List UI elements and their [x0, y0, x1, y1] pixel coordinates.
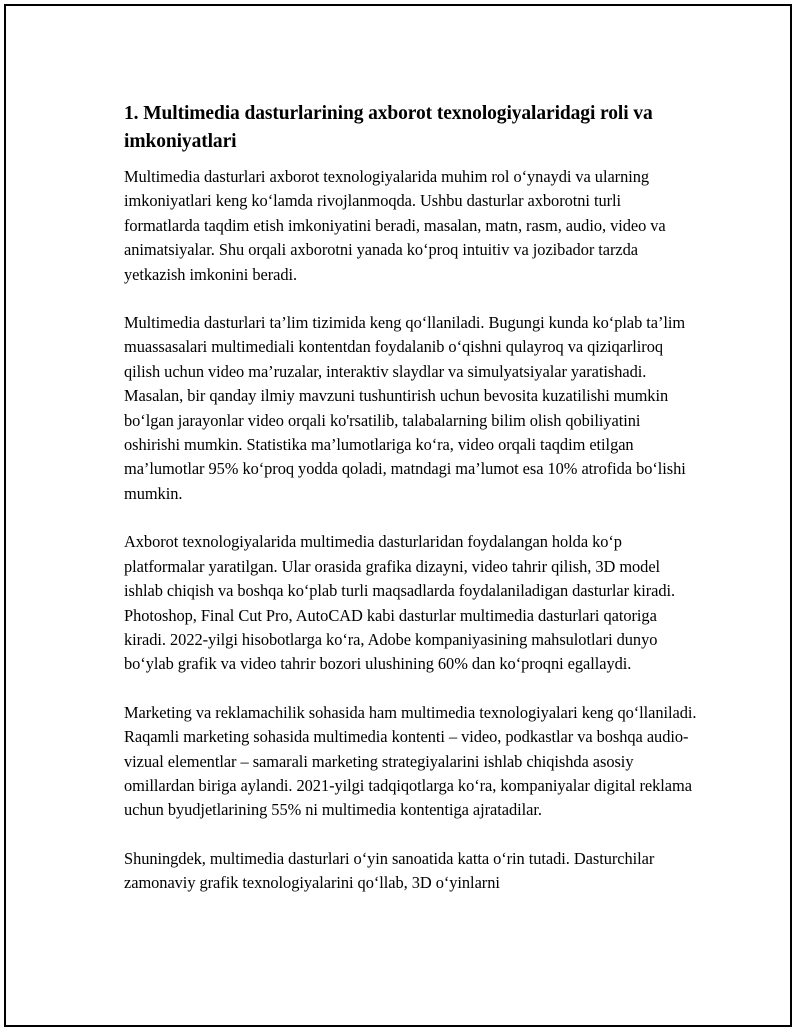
- paragraph-marketing: Marketing va reklamachilik sohasida ham multimedia texnologiyalari keng qoʻllaniladi. Raqamli marketing sohasida multimedia kontenti – video, podkastlar va boshqa audio-vizual elementlar – samarali marketing strategiyalarini ishlab chiqishda asosiy omillardan biriga aylandi. 2021-yilgi tadqiqotlarga koʻra, kompaniyalar digital reklama uchun byudjetlarining 55% ni multimedia kontentiga ajratadilar.: [124, 702, 697, 820]
- document-body: [124, 100, 699, 920]
- paragraph-education: Multimedia dasturlari ta’lim tizimida keng qoʻllaniladi. Bugungi kunda koʻplab ta’lim muassasalari multimediali kontentdan foydalanib oʻqishni qulayroq va qiziqarliroq qilish uchun video ma’ruzalar, interaktiv slaydlar va simulyatsiyalar yaratishadi. Masalan, bir qanday ilmiy mavzuni tushuntirish uchun bevosita kuzatilishi mumkin boʻlgan jarayonlar video orqali ko'rsatilib, talabalarning bilim olish qobiliyatini oshirishi mumkin. Statistika ma’lumotlariga koʻra, video orqali taqdim etilgan ma’lumotlar 95% koʻproq yodda qoladi, matndagi ma’lumot esa 10% atrofida boʻlishi mumkin.: [124, 313, 686, 503]
- section-heading: 1. Multimedia dasturlarining axborot texnologiyalaridagi roli va imkoniyatlari: [124, 103, 653, 152]
- paragraph-platforms: Axborot texnologiyalarida multimedia dasturlaridan foydalangan holda koʻp platformalar yaratilgan. Ular orasida grafika dizayni, video tahrir qilish, 3D model ishlab chiqish va boshqa koʻplab turli maqsadlarda foydalaniladigan dasturlar kiradi. Photoshop, Final Cut Pro, AutoCAD kabi dasturlar multimedia dasturlari qatoriga kiradi. 2022-yilgi hisobotlarga koʻra, Adobe kompaniyasining mahsulotlari dunyo boʻylab grafik va video tahrir bozori ulushining 60% dan koʻproqni egallaydi.: [124, 532, 676, 674]
- paragraph-intro: Multimedia dasturlari axborot texnologiyalarida muhim rol oʻynaydi va ularning imkoniyatlari keng koʻlamda rivojlanmoqda. Ushbu dasturlar axborotni turli formatlarda taqdim etish imkoniyatini beradi, masalan, matn, rasm, audio, video va animatsiyalar. Shu orqali axborotni yanada koʻproq intuitiv va jozibador tarzda yetkazish imkonini beradi.: [124, 167, 666, 284]
- paragraph-gaming: Shuningdek, multimedia dasturlari oʻyin sanoatida katta oʻrin tutadi. Dasturchilar zamonaviy grafik texnologiyalarini qoʻllab, 3D oʻyinlarni: [124, 848, 655, 893]
- page-frame: [4, 4, 792, 1027]
